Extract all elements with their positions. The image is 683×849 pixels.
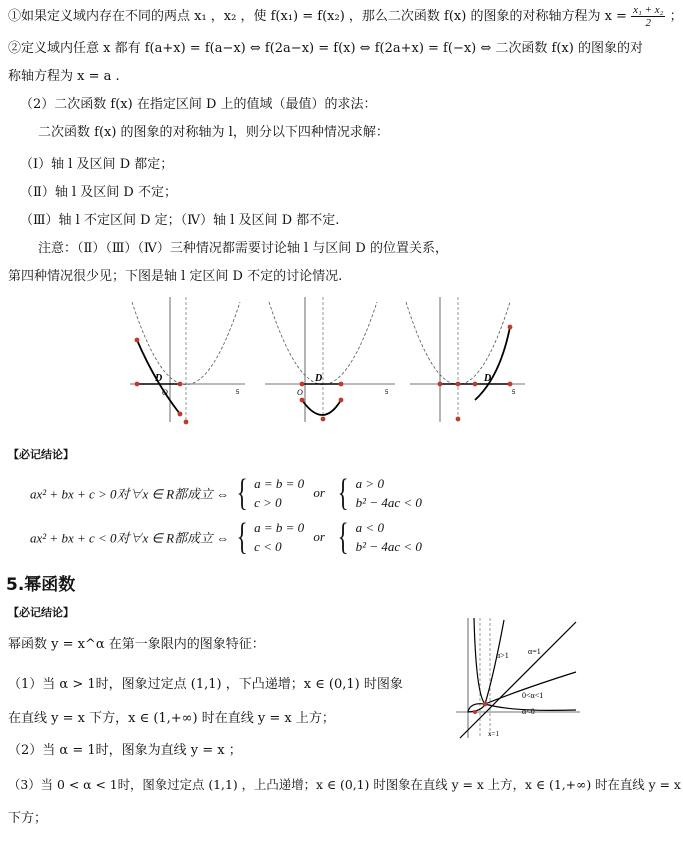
- power-function-graph: [452, 614, 584, 742]
- power-line-1: 幂函数 y = x^α 在第一象限内的图象特征：: [8, 637, 265, 652]
- case-a-line-1: a = b = 0: [254, 476, 305, 491]
- line-8: （Ⅲ）轴 l 不定区间 D 定；（Ⅳ）轴 l 及区间 D 都不定.: [20, 213, 340, 228]
- brace-icon: {: [337, 472, 349, 514]
- condition-positive-left: ax² + bx + c > 0对∀x ∈ R都成立 ⇔: [30, 486, 230, 502]
- label-x-equals-1: x=1: [488, 730, 499, 738]
- graph-2: [265, 297, 395, 422]
- condition-negative: [30, 518, 422, 556]
- line-2: ②定义域内任意 x 都有 f(a+x) = f(a−x) ⇔ f(2a−x) = f(x) ⇔ f(2a+x) = f(−x) ⇔ 二次函数 f(x) 的图象的对: [8, 41, 643, 56]
- power-line-5: （3）当 0 < α < 1时，图象过定点 (1,1) ，上凸递增；x ∈ (0,1) 时图象在直线 y = x 上方，x ∈ (1,+∞) 时在直线 y = x: [8, 777, 681, 792]
- condition-negative-case-a: [254, 518, 304, 556]
- line-1-end: ；: [669, 9, 683, 24]
- case-a-line-2: c > 0: [254, 495, 282, 510]
- brace-icon: {: [337, 516, 349, 558]
- line-1: [8, 4, 683, 29]
- condition-positive-case-b: [356, 474, 422, 512]
- case-a-line-1: a = b = 0: [254, 520, 305, 535]
- case-b-line-2: b² − 4ac < 0: [355, 495, 422, 510]
- brace-icon: {: [236, 472, 248, 514]
- label-alpha-negative: α<0: [522, 707, 535, 716]
- graph-2-origin-label: O: [297, 388, 303, 397]
- case-b-line-1: a > 0: [355, 476, 384, 491]
- or-word: or: [313, 485, 325, 500]
- line-1-text: ①如果定义域内存在不同的两点 x₁ ，x₂ ，使 f(x₁) = f(x₂) ，那么二次函数 f(x) 的图象的对称轴方程为 x =: [8, 9, 627, 24]
- graph-1-origin-label: O: [162, 388, 168, 397]
- graph-1-D-label: D: [155, 373, 163, 384]
- line-6: （Ⅰ）轴 l 及区间 D 都定；: [20, 157, 174, 172]
- condition-negative-case-b: [356, 518, 422, 556]
- section-heading-power-functions: 5.幂函数: [6, 575, 76, 595]
- case-b-line-2: b² − 4ac < 0: [355, 539, 422, 554]
- label-alpha-equal-1: α=1: [528, 647, 541, 656]
- graph-1: [130, 297, 245, 424]
- power-line-2: （1）当 α > 1时，图象过定点 (1,1) ，下凸递增；x ∈ (0,1) 时图象: [8, 677, 403, 692]
- parabola-graphs: [110, 292, 530, 432]
- case-a-line-2: c < 0: [254, 539, 282, 554]
- fraction-denominator: 2: [645, 17, 652, 29]
- axis-fraction: [631, 4, 665, 29]
- line-9: 注意：（Ⅱ）（Ⅲ）（Ⅳ）三种情况都需要讨论轴 l 与区间 D 的位置关系，: [38, 241, 448, 256]
- graph-1-tick-5: 5: [236, 390, 240, 396]
- case-b-line-1: a < 0: [355, 520, 384, 535]
- line-10: 第四种情况很少见；下图是轴 l 定区间 D 不定的讨论情况.: [8, 269, 343, 284]
- line-5: 二次函数 f(x) 的图象的对称轴为 l，则分以下四种情况求解：: [38, 125, 389, 140]
- line-4: （2）二次函数 f(x) 在指定区间 D 上的值域（最值）的求法：: [20, 97, 377, 112]
- condition-positive-case-a: [254, 474, 304, 512]
- line-7: （Ⅱ）轴 l 及区间 D 不定；: [20, 185, 177, 200]
- power-line-4: （2）当 α = 1时，图象为直线 y = x ；: [8, 743, 242, 758]
- fraction-numerator: x₁ + x₂: [633, 4, 664, 16]
- power-line-6: 下方；: [8, 811, 48, 826]
- label-alpha-greater-1: α>1: [496, 651, 509, 660]
- graph-3-D-label: D: [484, 373, 492, 384]
- line-3: 称轴方程为 x = a .: [8, 69, 120, 84]
- condition-positive: [30, 474, 422, 512]
- power-line-3: 在直线 y = x 下方，x ∈ (1,+∞) 时在直线 y = x 上方；: [8, 711, 335, 726]
- label-alpha-between: 0<α<1: [522, 691, 544, 700]
- must-remember-tag-2: 【必记结论】: [8, 606, 74, 619]
- or-word: or: [313, 529, 325, 544]
- graph-3-tick-5: 5: [512, 390, 516, 396]
- graph-2-D-label: D: [315, 373, 323, 384]
- brace-icon: {: [236, 516, 248, 558]
- must-remember-tag-1: 【必记结论】: [8, 448, 74, 461]
- graph-3: [406, 297, 525, 422]
- graph-2-tick-5: 5: [385, 390, 389, 396]
- condition-negative-left: ax² + bx + c < 0对∀x ∈ R都成立 ⇔: [30, 530, 230, 546]
